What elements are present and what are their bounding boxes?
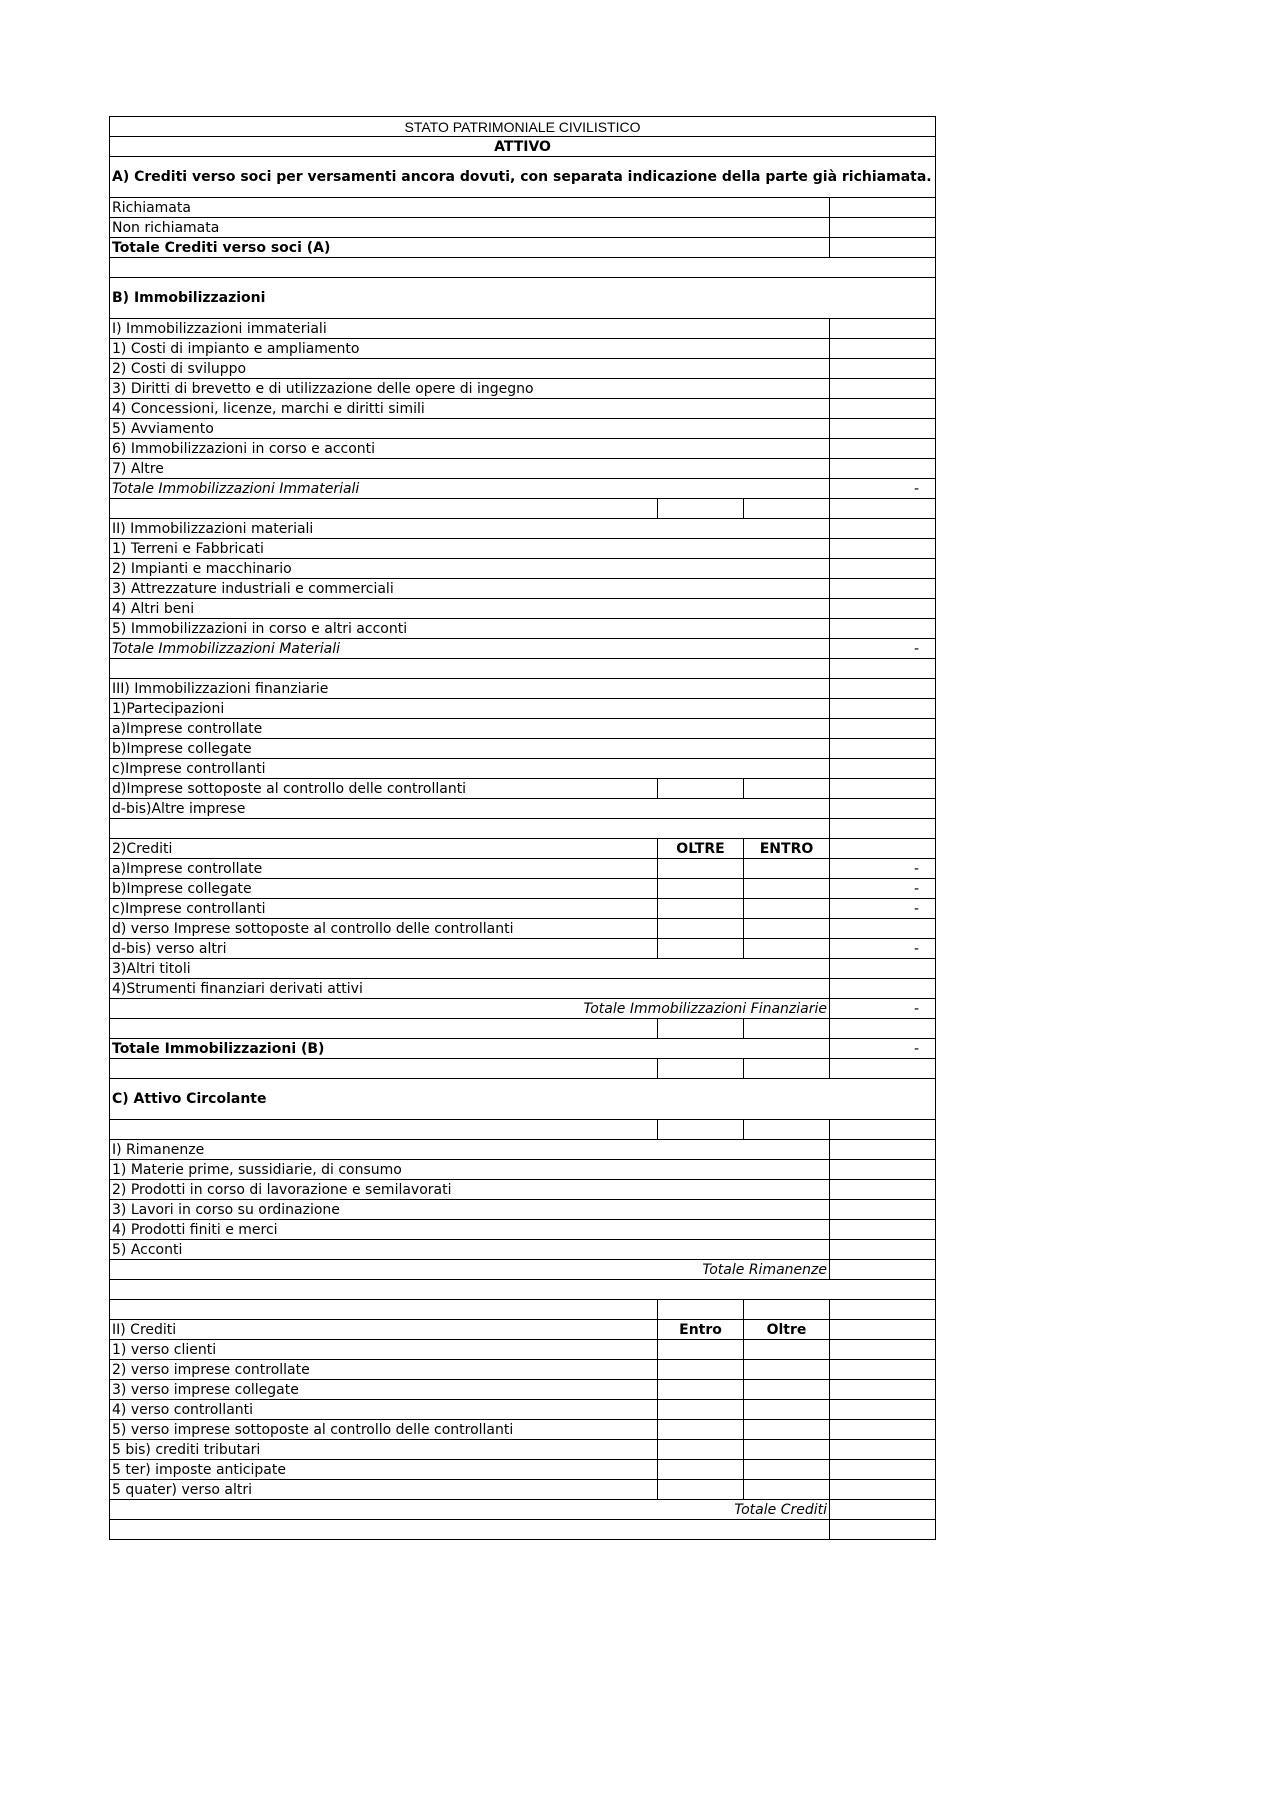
table-row: a)Imprese controllate [110, 859, 658, 879]
table-row: 5) Avviamento [110, 419, 830, 439]
section-b-heading: B) Immobilizzazioni [110, 278, 936, 319]
section-c-heading: C) Attivo Circolante [110, 1079, 936, 1120]
table-row: 2) Impianti e macchinario [110, 559, 830, 579]
immateriali-total-value: - [830, 479, 936, 499]
table-row: c)Imprese controllanti [110, 899, 658, 919]
row-value [830, 919, 936, 939]
rimanenze-title: I) Rimanenze [110, 1140, 830, 1160]
table-row: 1) Terreni e Fabbricati [110, 539, 830, 559]
table-row: Richiamata [110, 198, 830, 218]
table-row: 3) Lavori in corso su ordinazione [110, 1200, 830, 1220]
crediti-fin-title: 2)Crediti [110, 839, 658, 859]
row-value: - [830, 859, 936, 879]
table-row: 5 quater) verso altri [110, 1480, 658, 1500]
table-row: 5) verso imprese sottoposte al controllo delle controllanti [110, 1420, 658, 1440]
table-row: d-bis) verso altri [110, 939, 658, 959]
sheet-title: STATO PATRIMONIALE CIVILISTICO [110, 117, 936, 137]
balance-sheet-table [109, 116, 936, 1540]
table-row: 5 bis) crediti tributari [110, 1440, 658, 1460]
table-row: Non richiamata [110, 218, 830, 238]
row-value: - [830, 899, 936, 919]
finanziarie-total-value: - [830, 999, 936, 1019]
crediti-c-title: II) Crediti [110, 1320, 658, 1340]
table-row: 6) Immobilizzazioni in corso e acconti [110, 439, 830, 459]
table-row: b)Imprese collegate [110, 879, 658, 899]
table-row: d) verso Imprese sottoposte al controllo delle controllanti [110, 919, 658, 939]
table-row: 4)Strumenti finanziari derivati attivi [110, 979, 830, 999]
materiali-total: Totale Immobilizzazioni Materiali [110, 639, 830, 659]
col-header-oltre: Oltre [744, 1320, 830, 1340]
table-row: 2) Costi di sviluppo [110, 359, 830, 379]
partecipazioni-title: 1)Partecipazioni [110, 699, 830, 719]
sheet-subtitle: ATTIVO [110, 137, 936, 157]
table-row: 3)Altri titoli [110, 959, 830, 979]
table-row: 1) Costi di impianto e ampliamento [110, 339, 830, 359]
table-row: d-bis)Altre imprese [110, 799, 830, 819]
section-b-total: Totale Immobilizzazioni (B) [110, 1039, 830, 1059]
table-row: 4) Concessioni, licenze, marchi e diritti simili [110, 399, 830, 419]
col-header-entro: ENTRO [744, 839, 830, 859]
table-row: 5 ter) imposte anticipate [110, 1460, 658, 1480]
materiali-title: II) Immobilizzazioni materiali [110, 519, 830, 539]
table-row: b)Imprese collegate [110, 739, 830, 759]
table-row: a)Imprese controllate [110, 719, 830, 739]
table-row: 2) Prodotti in corso di lavorazione e semilavorati [110, 1180, 830, 1200]
table-row: c)Imprese controllanti [110, 759, 830, 779]
table-row: 3) verso imprese collegate [110, 1380, 658, 1400]
table-row: 4) Prodotti finiti e merci [110, 1220, 830, 1240]
materiali-total-value: - [830, 639, 936, 659]
table-row: d)Imprese sottoposte al controllo delle controllanti [110, 779, 658, 799]
table-row: 3) Diritti di brevetto e di utilizzazione delle opere di ingegno [110, 379, 830, 399]
table-row: 1) verso clienti [110, 1340, 658, 1360]
row-value: - [830, 879, 936, 899]
table-row: 1) Materie prime, sussidiarie, di consumo [110, 1160, 830, 1180]
balance-sheet [109, 116, 935, 1540]
finanziarie-title: III) Immobilizzazioni finanziarie [110, 679, 830, 699]
immateriali-title: I) Immobilizzazioni immateriali [110, 319, 830, 339]
section-b-total-value: - [830, 1039, 936, 1059]
rimanenze-total: Totale Rimanenze [110, 1260, 830, 1280]
table-row: 7) Altre [110, 459, 830, 479]
table-row: 4) verso controllanti [110, 1400, 658, 1420]
col-header-oltre: OLTRE [658, 839, 744, 859]
section-a-total: Totale Crediti verso soci (A) [110, 238, 830, 258]
crediti-c-total: Totale Crediti [110, 1500, 830, 1520]
immateriali-total: Totale Immobilizzazioni Immateriali [110, 479, 830, 499]
finanziarie-total: Totale Immobilizzazioni Finanziarie [110, 999, 830, 1019]
col-header-entro: Entro [658, 1320, 744, 1340]
table-row: 5) Acconti [110, 1240, 830, 1260]
table-row: 5) Immobilizzazioni in corso e altri acconti [110, 619, 830, 639]
row-value: - [830, 939, 936, 959]
section-a-heading: A) Crediti verso soci per versamenti ancora dovuti, con separata indicazione della parte già richiamata. [110, 157, 936, 198]
table-row: 3) Attrezzature industriali e commerciali [110, 579, 830, 599]
table-row: 2) verso imprese controllate [110, 1360, 658, 1380]
table-row: 4) Altri beni [110, 599, 830, 619]
